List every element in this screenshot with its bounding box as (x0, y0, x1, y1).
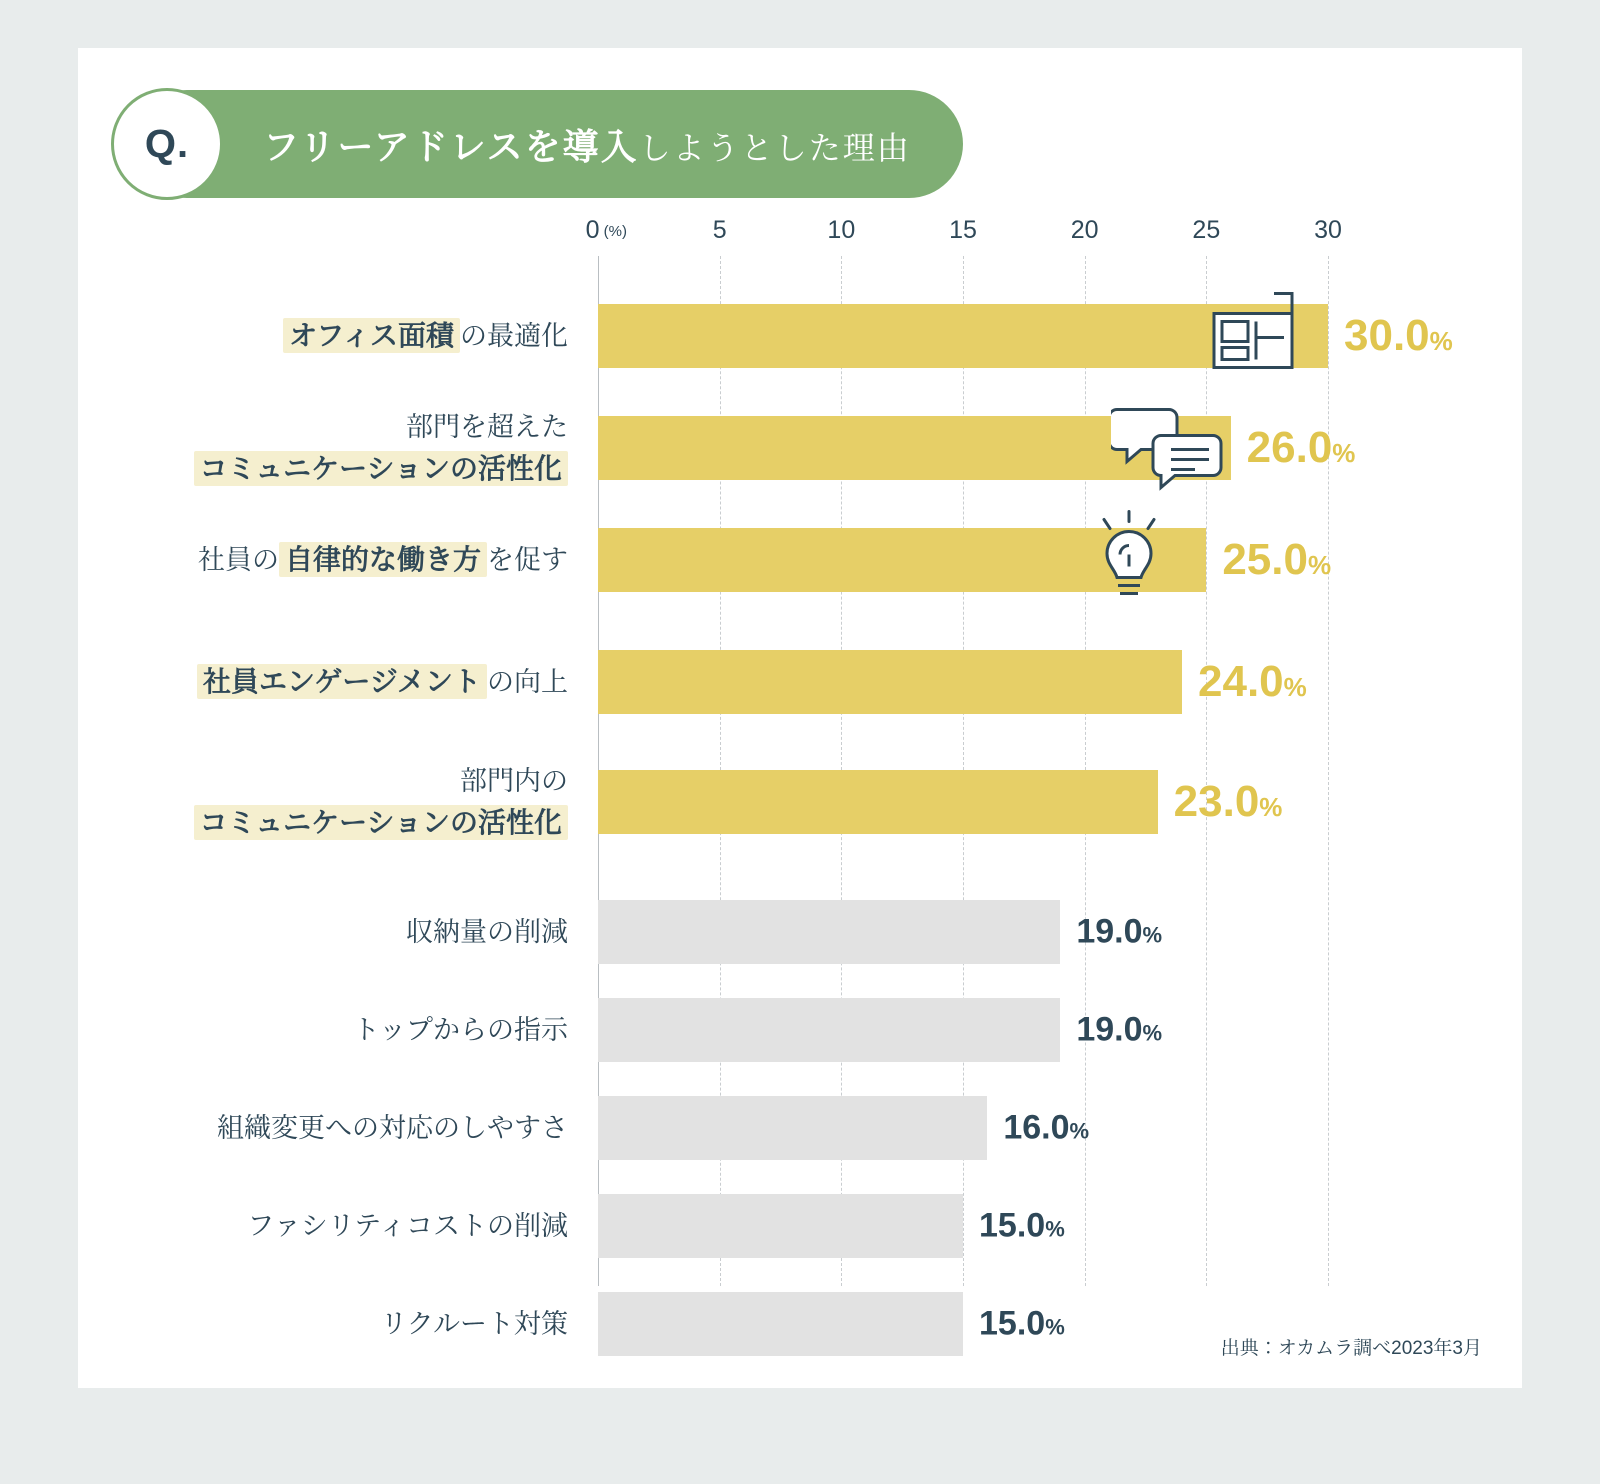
bar-label-line (78, 911, 568, 953)
bar-row (78, 650, 1522, 714)
bar-row (78, 304, 1522, 368)
bar-value-unit: % (1045, 1216, 1065, 1242)
floorplan-icon-wrap (1208, 288, 1300, 385)
bar-label-text: を促す (487, 545, 568, 575)
bar (598, 1292, 963, 1356)
question-mark-badge (111, 88, 223, 200)
bar-value-unit: % (1307, 550, 1332, 580)
bar-label (78, 1107, 568, 1149)
bar-label (78, 1303, 568, 1345)
bar-label-line (78, 802, 568, 844)
bar-label-line (78, 448, 568, 490)
bar-value-number: 15.0 (979, 1304, 1046, 1343)
lightbulb-icon-wrap (1086, 506, 1172, 615)
bar (598, 770, 1158, 834)
bar-label-text: 収納量の削減 (406, 917, 568, 947)
bar-label (78, 760, 568, 844)
bar-value (1076, 913, 1162, 952)
bar-label (78, 1009, 568, 1051)
bar-row (78, 998, 1522, 1062)
bar-label-text: 組織変更への対応のしやすさ (217, 1113, 568, 1143)
bar-value-unit: % (1283, 672, 1307, 702)
bar-value (1076, 1011, 1162, 1050)
bar-value (979, 1305, 1065, 1344)
bar-value (1344, 311, 1453, 361)
question-header (133, 90, 963, 198)
bar-row (78, 1194, 1522, 1258)
bar-label (78, 539, 568, 581)
bar-label-line (78, 1205, 568, 1247)
bar-label-line (78, 406, 568, 448)
bar (598, 900, 1060, 964)
bar-label-line (78, 760, 568, 802)
bar-label-text: トップからの指示 (352, 1015, 568, 1045)
bar-value (1003, 1109, 1089, 1148)
bar-label-text: の向上 (487, 667, 568, 697)
axis-unit-label: (%) (599, 222, 627, 240)
bar-label-highlight: コミュニケーションの活性化 (194, 805, 568, 840)
chart-card (78, 48, 1522, 1388)
bar-value (1247, 423, 1356, 473)
x-tick-25: 25 (1192, 216, 1221, 244)
page-title (263, 119, 911, 170)
bar-value-unit: % (1332, 438, 1356, 468)
bar-label-text: 社員の (197, 545, 279, 575)
page-title-thin: しようとした理由 (638, 129, 911, 166)
speech-bubbles-icon (1111, 400, 1227, 492)
bar-label-line (78, 539, 568, 581)
bar (598, 650, 1182, 714)
floorplan-icon (1208, 288, 1300, 380)
bar-value-number: 30.0 (1344, 311, 1430, 360)
bar-label-text: ファシリティコストの削減 (247, 1211, 568, 1241)
bar-label-line (78, 1009, 568, 1051)
bar-label-text: の最適化 (460, 321, 568, 351)
bar-value (1198, 657, 1307, 707)
bar-label-highlight: オフィス面積 (283, 318, 460, 353)
bar-row (78, 528, 1522, 592)
bar-value-number: 24.0 (1198, 657, 1284, 706)
bar-value-unit: % (1259, 792, 1283, 822)
bar-value-unit: % (1069, 1118, 1090, 1144)
bar-label (78, 911, 568, 953)
x-tick-15: 15 (949, 216, 977, 244)
bar-value (1222, 535, 1331, 585)
bar-value-unit: % (1045, 1314, 1065, 1340)
bar-label-text: 部門を超えた (406, 412, 568, 442)
bar-chart (78, 216, 1522, 1343)
bar-label (78, 1205, 568, 1247)
bar-value-unit: % (1142, 922, 1163, 948)
bar (598, 998, 1060, 1062)
x-tick-20: 20 (1070, 216, 1099, 244)
bar-label (78, 315, 568, 357)
bar-label-highlight: 自律的な働き方 (279, 542, 487, 577)
speech-bubbles-icon-wrap (1111, 400, 1227, 497)
bar-label-line (78, 1107, 568, 1149)
bar-value (1174, 777, 1283, 827)
bar-value-number: 26.0 (1246, 423, 1333, 472)
source-note: 出典：オカムラ調べ2023年3月 (1220, 1338, 1482, 1359)
bar-value-number: 23.0 (1173, 777, 1260, 826)
bar-value-number: 15.0 (979, 1206, 1046, 1245)
bar-label (78, 661, 568, 703)
bar-label-highlight: コミュニケーションの活性化 (194, 451, 568, 486)
bar-label-line (78, 315, 568, 357)
bar-value-number: 19.0 (1076, 912, 1143, 951)
page-title-bold: フリーアドレスを導入 (263, 125, 639, 167)
x-tick-30: 30 (1314, 216, 1342, 244)
bar-value-unit: % (1429, 326, 1453, 356)
question-mark-label: Q. (144, 121, 190, 166)
x-tick-0: 0 (%) (585, 216, 627, 244)
bar-label-line (78, 661, 568, 703)
bar-value-unit: % (1142, 1020, 1163, 1046)
bar-label-highlight: 社員エンゲージメント (197, 664, 487, 699)
bar-value-number: 25.0 (1222, 535, 1308, 584)
bar-row (78, 1096, 1522, 1160)
bar-value (979, 1207, 1065, 1246)
x-tick-5: 5 (712, 216, 727, 244)
x-tick-10: 10 (827, 216, 856, 244)
bar-label-text: リクルート対策 (380, 1309, 568, 1339)
bar-row (78, 766, 1522, 838)
bar (598, 1194, 963, 1258)
lightbulb-icon (1086, 506, 1172, 610)
bar-label (78, 406, 568, 490)
bar-label-text: 部門内の (460, 766, 568, 796)
bar-value-number: 19.0 (1076, 1010, 1143, 1049)
bar (598, 1096, 987, 1160)
bar-value-number: 16.0 (1003, 1108, 1070, 1147)
bar-label-line (78, 1303, 568, 1345)
bar-row (78, 900, 1522, 964)
bar-row (78, 412, 1522, 484)
